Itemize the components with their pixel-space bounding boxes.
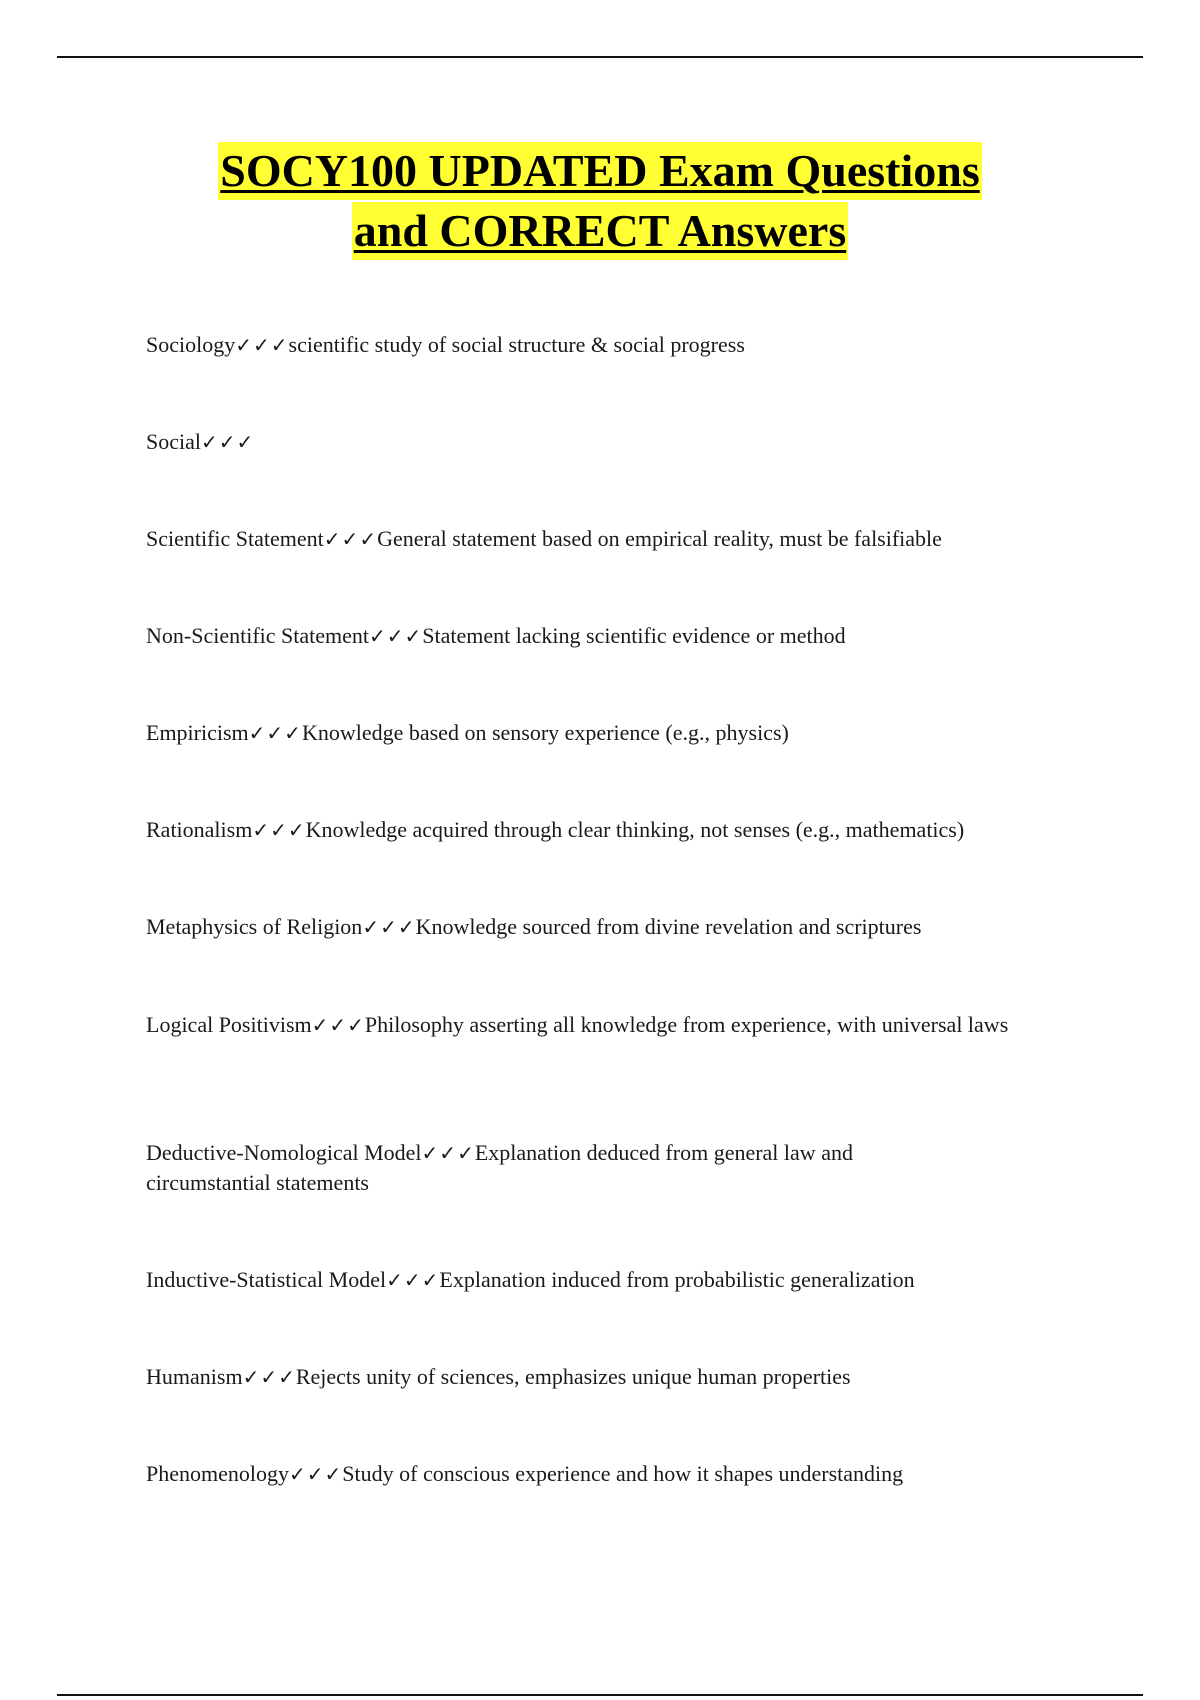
entry-term: Social: [146, 429, 201, 454]
entry-definition: Explanation deduced from general law and circumstantial statements: [146, 1140, 853, 1195]
flashcard-entry: [146, 621, 1076, 651]
checkmark-icon: ✓✓✓: [369, 624, 423, 648]
flashcard-entry: [146, 815, 1076, 845]
entry-term: Rationalism: [146, 817, 253, 842]
entry-definition: Explanation induced from probabilistic generalization: [439, 1267, 915, 1292]
checkmark-icon: ✓✓✓: [248, 721, 302, 745]
checkmark-icon: ✓✓✓: [252, 818, 306, 842]
entry-term: Non-Scientific Statement: [146, 623, 369, 648]
checkmark-icon: ✓✓✓: [311, 1013, 365, 1037]
checkmark-icon: ✓✓✓: [242, 1365, 296, 1389]
entry-term: Logical Positivism: [146, 1012, 312, 1037]
title-line-1: SOCY100 UPDATED Exam Questions: [218, 142, 982, 200]
entry-definition: Knowledge acquired through clear thinking, not senses (e.g., mathematics): [305, 817, 965, 842]
entry-definition: Study of conscious experience and how it shapes understanding: [342, 1461, 904, 1486]
bottom-divider: [57, 1694, 1143, 1696]
top-divider: [57, 56, 1143, 58]
entry-definition: General statement based on empirical reality, must be falsifiable: [377, 526, 942, 551]
flashcard-entry: [146, 330, 1076, 360]
checkmark-icon: ✓✓✓: [201, 430, 255, 454]
entry-definition: Philosophy asserting all knowledge from experience, with universal laws: [364, 1012, 1009, 1037]
entry-definition: Rejects unity of sciences, emphasizes unique human properties: [295, 1364, 851, 1389]
flashcard-entry: [146, 524, 1076, 554]
flashcard-entry: [146, 912, 1076, 942]
entry-definition: Knowledge based on sensory experience (e.g., physics): [301, 720, 789, 745]
checkmark-icon: ✓✓✓: [289, 1462, 343, 1486]
entry-term: Humanism: [146, 1364, 243, 1389]
flashcard-entry: [146, 1265, 1076, 1295]
flashcard-entry: [146, 1010, 1076, 1040]
flashcard-entry: [146, 718, 1076, 748]
checkmark-icon: ✓✓✓: [421, 1141, 475, 1165]
entry-term: Phenomenology: [146, 1461, 289, 1486]
entry-term: Sociology: [146, 332, 236, 357]
flashcard-entry: [146, 1459, 1076, 1489]
entry-term: Inductive-Statistical Model: [146, 1267, 387, 1292]
checkmark-icon: ✓✓✓: [235, 333, 289, 357]
entry-definition: scientific study of social structure & social progress: [288, 332, 745, 357]
title-line-2: and CORRECT Answers: [352, 202, 848, 260]
flashcard-entry: [146, 1362, 1076, 1392]
entry-term: Metaphysics of Religion: [146, 914, 363, 939]
entry-term: Scientific Statement: [146, 526, 324, 551]
checkmark-icon: ✓✓✓: [362, 915, 416, 939]
entry-term: Deductive-Nomological Model: [146, 1140, 422, 1165]
entry-definition: Knowledge sourced from divine revelation and scriptures: [415, 914, 922, 939]
document-title: [0, 142, 1200, 262]
checkmark-icon: ✓✓✓: [386, 1268, 440, 1292]
entry-definition: Statement lacking scientific evidence or method: [422, 623, 846, 648]
flashcard-entry: [146, 427, 1076, 457]
checkmark-icon: ✓✓✓: [323, 527, 378, 551]
flashcard-entry: [146, 1138, 936, 1198]
entry-term: Empiricism: [146, 720, 249, 745]
